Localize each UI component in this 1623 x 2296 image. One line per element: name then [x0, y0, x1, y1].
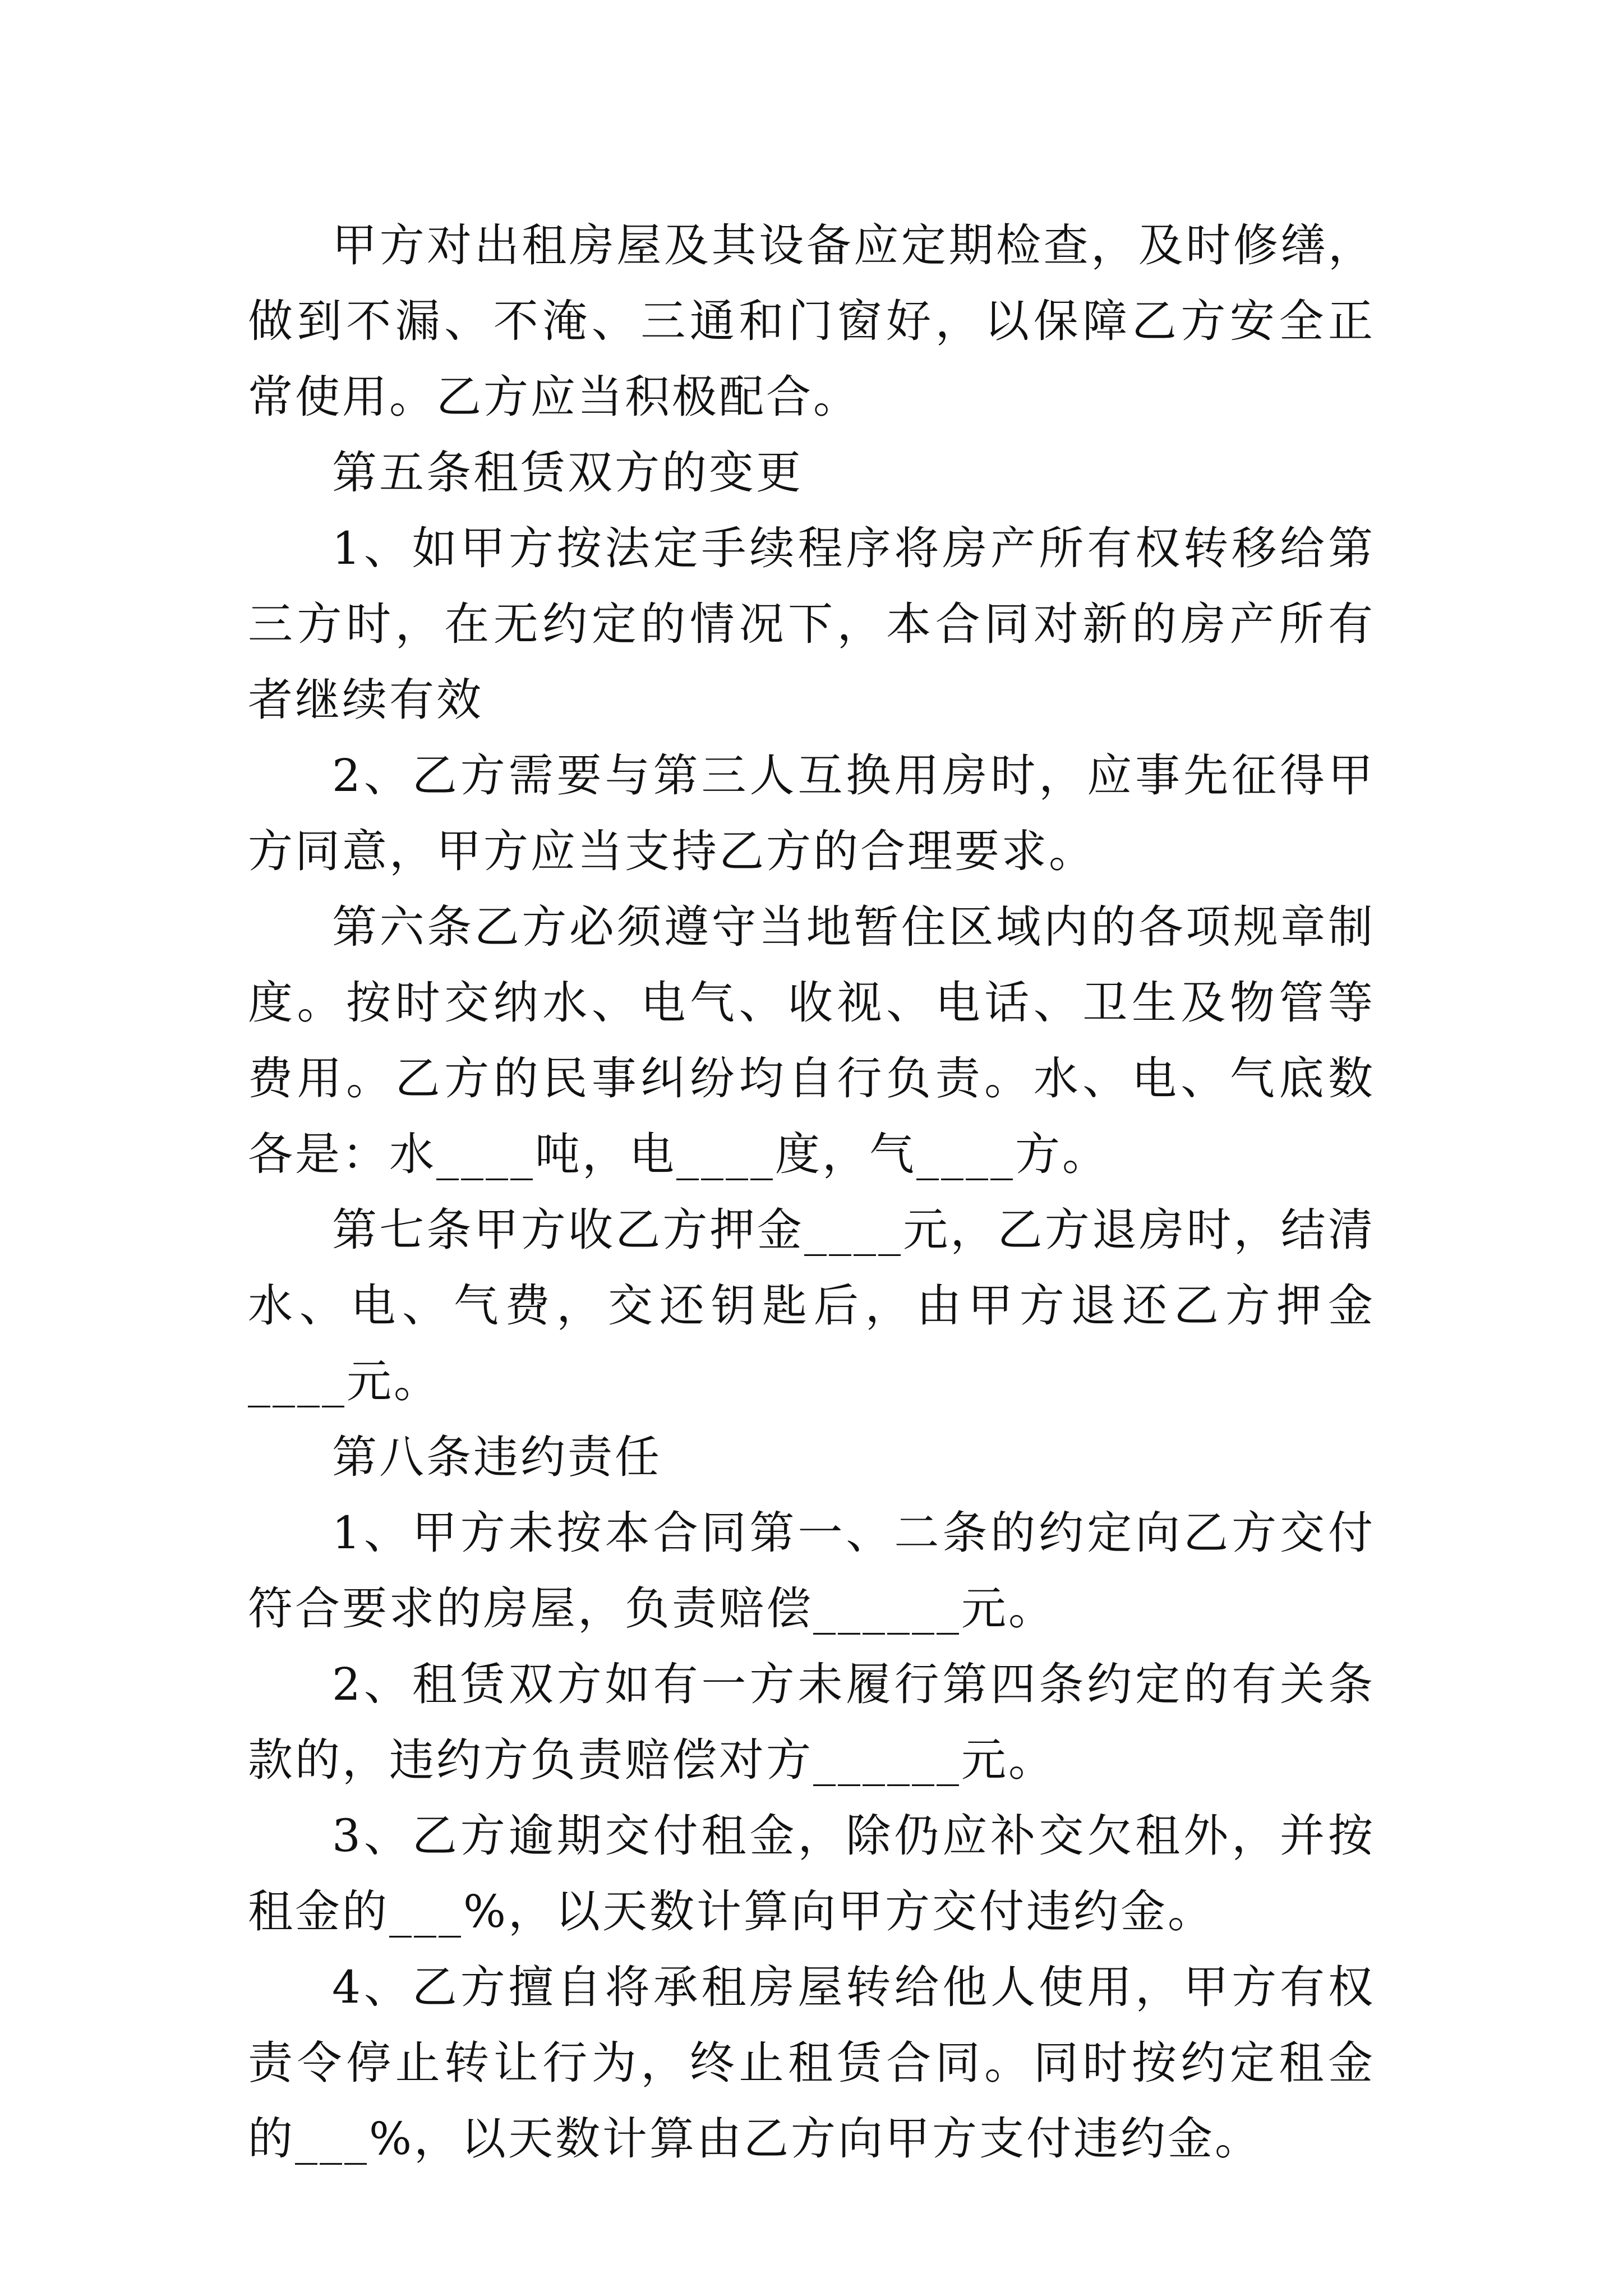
paragraph-article-5-item-2: 2、乙方需要与第三人互换用房时，应事先征得甲方同意，甲方应当支持乙方的合理要求。: [248, 749, 1375, 877]
heading-article-8: 第八条违约责任: [332, 1431, 662, 1483]
paragraph-article-8-item-2: 2、租赁双方如有一方未履行第四条约定的有关条款的，违约方负责赔偿对方______元。: [248, 1658, 1375, 1786]
paragraph-article-8-item-3: 3、乙方逾期交付租金，除仍应补交欠租外，并按租金的___%，以天数计算向甲方交付违约金。: [248, 1810, 1375, 1938]
paragraph-article-6: 第六条乙方必须遵守当地暂住区域内的各项规章制度。按时交纳水、电气、收视、电话、卫生及物管等费用。乙方的民事纠纷均自行负责。水、电、气底数各是：水____吨，电____度，气____方。: [248, 901, 1375, 1180]
paragraph-maintenance: 甲方对出租房屋及其设备应定期检查，及时修缮，做到不漏、不淹、三通和门窗好，以保障乙方安全正常使用。乙方应当积极配合。: [248, 219, 1375, 423]
heading-article-5: 第五条租赁双方的变更: [332, 447, 803, 499]
document-page: [248, 208, 1375, 2177]
paragraph-article-5-item-1: 1、如甲方按法定手续程序将房产所有权转移给第三方时，在无约定的情况下，本合同对新的房产所有者继续有效: [248, 522, 1375, 726]
paragraph-article-8-item-4: 4、乙方擅自将承租房屋转给他人使用，甲方有权责令停止转让行为，终止租赁合同。同时按约定租金的___%，以天数计算由乙方向甲方支付违约金。: [248, 1961, 1375, 2165]
paragraph-article-8-item-1: 1、甲方未按本合同第一、二条的约定向乙方交付符合要求的房屋，负责赔偿______元。: [248, 1507, 1375, 1635]
paragraph-article-7: 第七条甲方收乙方押金____元，乙方退房时，结清水、电、气费，交还钥匙后，由甲方退还乙方押金____元。: [248, 1204, 1375, 1407]
